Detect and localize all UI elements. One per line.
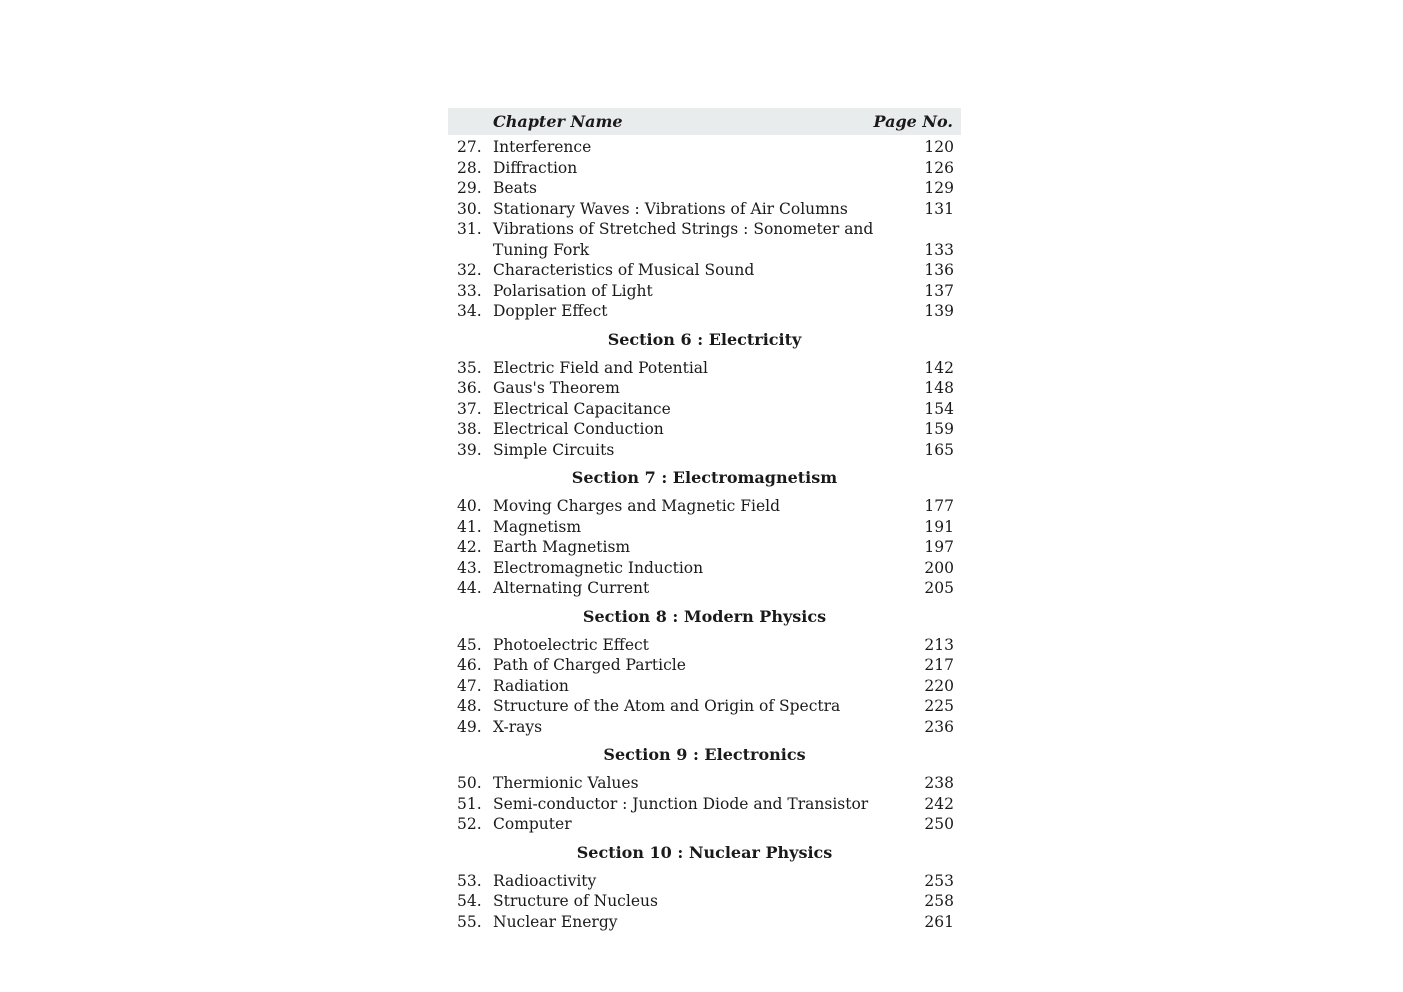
chapter-page-number: 242 bbox=[924, 794, 954, 813]
chapter-title: Radioactivity bbox=[493, 871, 597, 890]
chapter-page-number: 154 bbox=[924, 399, 954, 418]
chapter-number: 29. bbox=[457, 179, 482, 197]
chapter-number: 28. bbox=[457, 158, 482, 177]
chapter-row bbox=[448, 773, 961, 794]
chapter-page-number: 258 bbox=[924, 892, 954, 910]
chapter-page-number: 238 bbox=[924, 774, 954, 792]
chapter-page-number: 213 bbox=[924, 635, 954, 654]
chapter-title: Beats bbox=[493, 179, 537, 197]
chapter-number: 41. bbox=[457, 517, 482, 536]
chapter-name-header: Chapter Name bbox=[493, 112, 623, 131]
chapter-number: 45. bbox=[457, 635, 482, 654]
chapter-number: 44. bbox=[457, 579, 482, 597]
chapter-title: Earth Magnetism bbox=[493, 538, 631, 556]
chapter-number: 43. bbox=[457, 558, 482, 577]
chapter-row bbox=[448, 301, 961, 322]
section-heading: Section 10 : Nuclear Physics bbox=[576, 842, 833, 862]
chapter-row bbox=[448, 199, 961, 220]
chapter-row bbox=[448, 419, 961, 440]
chapter-title: Computer bbox=[493, 815, 572, 833]
chapter-list bbox=[448, 137, 961, 322]
chapter-page-number: 225 bbox=[924, 697, 954, 715]
chapter-page-number: 197 bbox=[924, 538, 954, 556]
chapter-number: 42. bbox=[457, 538, 482, 556]
chapter-number: 32. bbox=[457, 261, 482, 279]
chapter-page-number: 131 bbox=[924, 199, 954, 218]
chapter-title: Polarisation of Light bbox=[493, 281, 653, 300]
chapter-row bbox=[448, 655, 961, 676]
chapter-title: Interference bbox=[493, 138, 592, 156]
toc-body bbox=[448, 137, 961, 932]
chapter-row bbox=[448, 912, 961, 933]
chapter-number: 52. bbox=[457, 815, 482, 833]
chapter-title: Semi-conductor : Junction Diode and Transistor bbox=[493, 794, 869, 813]
chapter-page-number: 217 bbox=[924, 656, 954, 674]
chapter-row bbox=[448, 358, 961, 379]
chapter-row bbox=[448, 814, 961, 835]
chapter-row bbox=[448, 440, 961, 461]
chapter-number: 34. bbox=[457, 302, 482, 320]
chapter-title: Simple Circuits bbox=[493, 440, 615, 459]
chapter-number: 30. bbox=[457, 199, 482, 218]
chapter-row bbox=[448, 676, 961, 697]
chapter-title: Diffraction bbox=[493, 158, 578, 177]
chapter-title: Electromagnetic Induction bbox=[493, 558, 704, 577]
chapter-title: Electrical Conduction bbox=[493, 420, 664, 438]
chapter-number: 50. bbox=[457, 774, 482, 792]
chapter-title: Structure of Nucleus bbox=[493, 892, 658, 910]
chapter-row bbox=[448, 635, 961, 656]
chapter-title: Moving Charges and Magnetic Field bbox=[493, 497, 781, 515]
chapter-row bbox=[448, 558, 961, 579]
chapter-row bbox=[448, 178, 961, 199]
chapter-number: 47. bbox=[457, 676, 482, 695]
chapter-row bbox=[448, 537, 961, 558]
chapter-number: 38. bbox=[457, 420, 482, 438]
section-heading: Section 9 : Electronics bbox=[603, 745, 806, 764]
chapter-number: 33. bbox=[457, 281, 482, 300]
chapter-title: Path of Charged Particle bbox=[493, 656, 686, 674]
chapter-title: Alternating Current bbox=[493, 579, 650, 597]
chapter-page-number: 253 bbox=[924, 871, 954, 890]
chapter-title: Structure of the Atom and Origin of Spectra bbox=[493, 697, 841, 715]
chapter-page-number: 136 bbox=[924, 261, 954, 279]
chapter-number: 48. bbox=[457, 697, 482, 715]
chapter-page-number: 250 bbox=[924, 815, 954, 833]
chapter-page-number: 165 bbox=[924, 440, 954, 459]
chapter-page-number: 159 bbox=[924, 420, 954, 438]
chapter-title: Thermionic Values bbox=[493, 774, 639, 792]
chapter-number: 27. bbox=[457, 138, 482, 156]
chapter-page-number: 261 bbox=[924, 912, 954, 931]
chapter-title: Photoelectric Effect bbox=[493, 635, 649, 654]
chapter-row bbox=[448, 137, 961, 158]
chapter-title: Stationary Waves : Vibrations of Air Columns bbox=[493, 199, 848, 218]
chapter-page-number: 129 bbox=[924, 179, 954, 197]
chapter-title: Tuning Fork bbox=[493, 240, 590, 259]
chapter-number: 31. bbox=[457, 220, 482, 238]
chapter-number: 53. bbox=[457, 871, 482, 890]
section-heading: Section 7 : Electromagnetism bbox=[571, 468, 838, 487]
chapter-number: 51. bbox=[457, 794, 482, 813]
chapter-number: 54. bbox=[457, 892, 482, 910]
chapter-title: X-rays bbox=[493, 717, 543, 736]
chapter-page-number: 220 bbox=[924, 676, 954, 695]
chapter-page-number: 205 bbox=[924, 579, 954, 597]
chapter-title: Gaus's Theorem bbox=[493, 379, 620, 397]
chapter-row bbox=[448, 717, 961, 738]
chapter-row bbox=[448, 158, 961, 179]
chapter-page-number: 200 bbox=[924, 558, 954, 577]
chapter-row bbox=[448, 378, 961, 399]
chapter-page-number: 137 bbox=[924, 281, 954, 300]
chapter-row bbox=[448, 794, 961, 815]
page-no-header: Page No. bbox=[873, 112, 953, 131]
chapter-row bbox=[448, 871, 961, 892]
section-heading: Section 6 : Electricity bbox=[607, 329, 802, 349]
chapter-page-number: 120 bbox=[924, 138, 954, 156]
chapter-row bbox=[448, 891, 961, 912]
chapter-page-number: 139 bbox=[924, 302, 954, 320]
chapter-title: Radiation bbox=[493, 676, 569, 695]
chapter-number: 37. bbox=[457, 399, 482, 418]
chapter-title: Electrical Capacitance bbox=[493, 399, 671, 418]
chapter-list bbox=[448, 635, 961, 738]
chapter-number: 55. bbox=[457, 912, 482, 931]
chapter-row bbox=[448, 281, 961, 302]
chapter-row bbox=[448, 219, 961, 240]
chapter-row bbox=[448, 260, 961, 281]
chapter-title: Nuclear Energy bbox=[493, 912, 618, 931]
chapter-number: 49. bbox=[457, 717, 482, 736]
chapter-title: Electric Field and Potential bbox=[493, 358, 708, 377]
chapter-row bbox=[448, 517, 961, 538]
chapter-row bbox=[448, 696, 961, 717]
chapter-page-number: 148 bbox=[924, 379, 954, 397]
chapter-title: Magnetism bbox=[493, 517, 582, 536]
chapter-page-number: 142 bbox=[924, 358, 954, 377]
chapter-title: Characteristics of Musical Sound bbox=[493, 261, 755, 279]
chapter-number: 39. bbox=[457, 440, 482, 459]
section-heading: Section 8 : Modern Physics bbox=[582, 606, 827, 626]
chapter-row bbox=[448, 399, 961, 420]
chapter-list bbox=[448, 871, 961, 933]
chapter-number: 36. bbox=[457, 379, 482, 397]
table-of-contents bbox=[448, 108, 961, 932]
toc-header bbox=[448, 108, 961, 135]
chapter-page-number: 236 bbox=[924, 717, 954, 736]
chapter-row bbox=[448, 496, 961, 517]
chapter-row bbox=[448, 578, 961, 599]
chapter-list bbox=[448, 358, 961, 461]
chapter-page-number: 126 bbox=[924, 158, 954, 177]
chapter-title: Vibrations of Stretched Strings : Sonometer and bbox=[493, 220, 874, 238]
chapter-list bbox=[448, 496, 961, 599]
chapter-number: 35. bbox=[457, 358, 482, 377]
chapter-number: 40. bbox=[457, 497, 482, 515]
chapter-page-number: 133 bbox=[924, 240, 954, 259]
chapter-title: Doppler Effect bbox=[493, 302, 608, 320]
chapter-list bbox=[448, 773, 961, 835]
chapter-number: 46. bbox=[457, 656, 482, 674]
chapter-page-number: 177 bbox=[924, 497, 954, 515]
chapter-row bbox=[448, 240, 961, 261]
chapter-page-number: 191 bbox=[924, 517, 954, 536]
